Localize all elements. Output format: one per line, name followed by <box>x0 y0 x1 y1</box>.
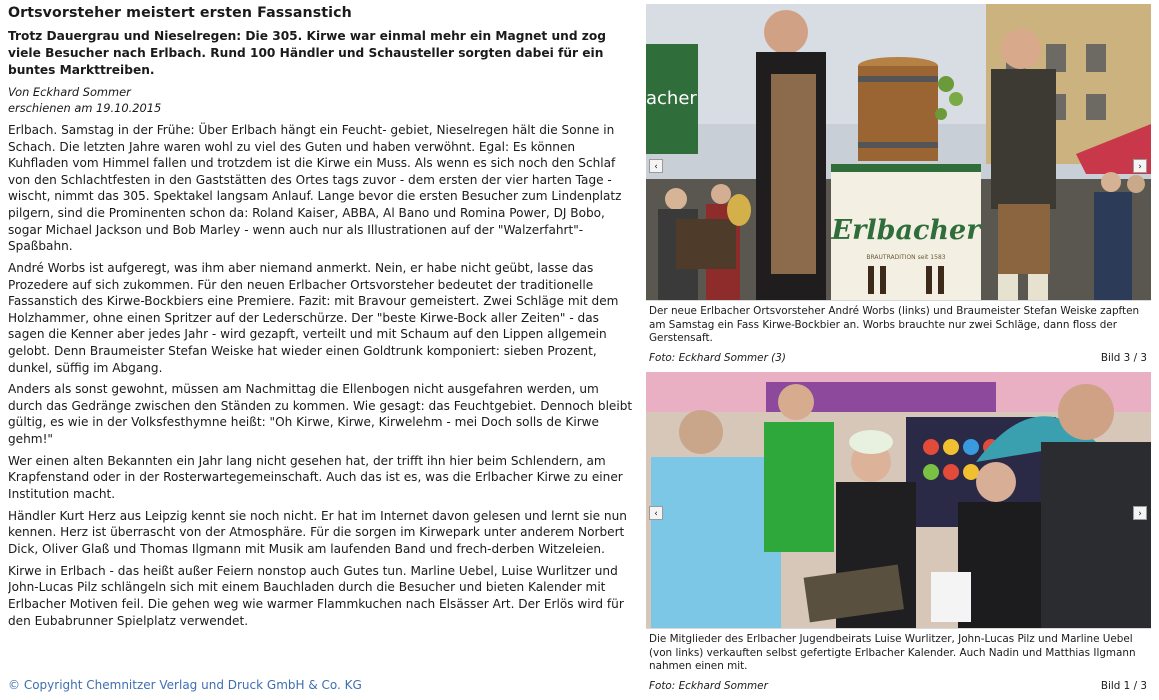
banner-text: acher <box>646 88 697 109</box>
photo-caption: Der neue Erlbacher Ortsvorsteher André Worbs (links) und Braumeister Stefan Weiske zapften am Samstag ein Fass Kirwe-Bockbier an. Worbs brauchte nur zwei Schläge, dann floss der Gerstensaft. <box>649 305 1140 345</box>
photo-kalender <box>646 372 1151 628</box>
photo-caption: Die Mitglieder des Erlbacher Jugendbeirats Luise Wurlitzer, John-Lucas Pilz und Marline Uebel (von links) verkauften selbst gefertigte Erlbacher Kalender. Auch Nadin und Matthias Ilgmann nahmen einen mit. <box>649 633 1136 673</box>
stand-subtext: BRAUTRADITION seit 1583 <box>866 254 946 261</box>
article <box>8 4 633 696</box>
article-paragraph: Erlbach. Samstag in der Frühe: Über Erlbach hängt ein Feucht- gebiet, Nieselregen hält die Sonne in Schach. Die letzten Jahre waren wohl zu viel des Guten und haben verwöhnt. Egal: Es können Kuhfladen vom Himmel fallen und trotzdem ist die Kirwe ein Muss. Als wenn es sich noch den Schlaf von den Schlachtfesten in den Gaststätten des Ortes tags zuvor - dem ersten der vier harten Tage - wischt, nimmt das 305. Spektakel langsam Anlauf. Lange bevor die ersten Besucher zum Lindenplatz pilgern, sind die Prominenten schon da: Roland Kaiser, ABBA, Al Bano und Romina Power, DJ Bobo, sogar Michael Jackson und Bob Marley - wenn auch nur als Illustrationen auf der "Walzerfahrt"-Spaßbahn. <box>8 123 622 254</box>
photo-fassanstich <box>646 4 1151 300</box>
prev-image-button[interactable]: ‹ <box>649 506 663 520</box>
photo-counter: Bild 3 / 3 <box>1100 351 1147 364</box>
article-body <box>8 122 633 629</box>
photo-credit: Foto: Eckhard Sommer <box>649 679 768 692</box>
article-date: erschienen am 19.10.2015 <box>8 101 162 115</box>
prev-image-button[interactable]: ‹ <box>649 159 663 173</box>
photo-meta <box>646 674 1151 693</box>
gallery-photo[interactable] <box>646 372 1151 629</box>
article-paragraph: Händler Kurt Herz aus Leipzig kennt sie noch nicht. Er hat im Internet davon gelesen und lernt sie nun kennen. Herz ist überrascht von der Atmosphäre. Für die sorgen im Kirwepark unter anderem Norbert Dick, Oliver Glaß und Thomas Ilgmann mit Musik am laufenden Band und frech-derben Witzeleien. <box>8 508 627 556</box>
stand-brand-text: Erlbacher <box>831 215 981 246</box>
photo-meta <box>646 346 1151 365</box>
article-paragraph: Anders als sonst gewohnt, müssen am Nachmittag die Ellenbogen nicht ausgefahren werden, um durch das Gedränge zwischen den Ständen zu kommen. Wie gesagt: das Feuchtgebiet. Dennoch bleibt gültig, es wie in der Volksfesthymne heißt: "Oh Kirwe, Kirwe, Kirwelehm - mei Doch solls de Kirwe gehm!" <box>8 382 633 447</box>
gallery-item-1 <box>646 4 1151 365</box>
next-image-button[interactable]: › <box>1133 506 1147 520</box>
article-paragraph: Wer einen alten Bekannten ein Jahr lang nicht gesehen hat, der trifft ihn hier beim Schlendern, am Krapfenstand oder in der Rosterwartegemeinschaft. Auch das ist es, was die Erlbacher Kirwe zu einer Institution macht. <box>8 453 623 502</box>
article-title: Ortsvorsteher meistert ersten Fassanstich <box>8 5 352 21</box>
next-image-button[interactable]: › <box>1133 159 1147 173</box>
photo-counter: Bild 1 / 3 <box>1100 679 1147 692</box>
copyright-link[interactable]: © Copyright Chemnitzer Verlag und Druck GmbH & Co. KG <box>8 678 362 692</box>
article-lead: Trotz Dauergrau und Nieselregen: Die 305. Kirwe war einmal mehr ein Magnet und zog viele Besucher nach Erlbach. Rund 100 Händler und Schausteller sorgten dabei für ein buntes Markttreiben. <box>8 29 606 77</box>
article-author: Von Eckhard Sommer <box>8 85 131 99</box>
article-paragraph: Kirwe in Erlbach - das heißt außer Feiern nonstop auch Gutes tun. Marline Uebel, Luise Wurlitzer und John-Lucas Pilz schlängeln sich mit einem Bauchladen durch die Besucher und bieten Kalender mit Erlbacher Motiven feil. Die gehen weg wie warmer Flammkuchen nach Elsässer Art. Der Erlös wird für den Eubabrunner Spielplatz verwendet. <box>8 563 624 628</box>
photo-credit: Foto: Eckhard Sommer (3) <box>649 351 786 364</box>
gallery-item-2 <box>646 372 1151 693</box>
gallery-photo[interactable] <box>646 4 1151 301</box>
article-paragraph: André Worbs ist aufgeregt, was ihm aber niemand anmerkt. Nein, er habe nicht geübt, lasse das Prozedere auf sich zukommen. Für den neuen Erlbacher Ortsvorsteher bedeutet der traditionelle Fassanstich des Kirwe-Bockbiers eine Premiere. Fazit: mit Bravour gemeistert. Zwei Schläge mit dem Holzhammer, ohne einen Spritzer auf der Lederschürze. Der "beste Kirwe-Bock aller Zeiten" - das sagen die Kenner aber jedes Jahr - wird gezapft, verteilt und mit Schaum auf den Lippen allgemein gelobt. Denn Braumeister Stefan Weiske hat wieder einen Goldtrunk komponiert: sieben Prozent, dunkel, süffig im Abgang. <box>8 260 619 375</box>
